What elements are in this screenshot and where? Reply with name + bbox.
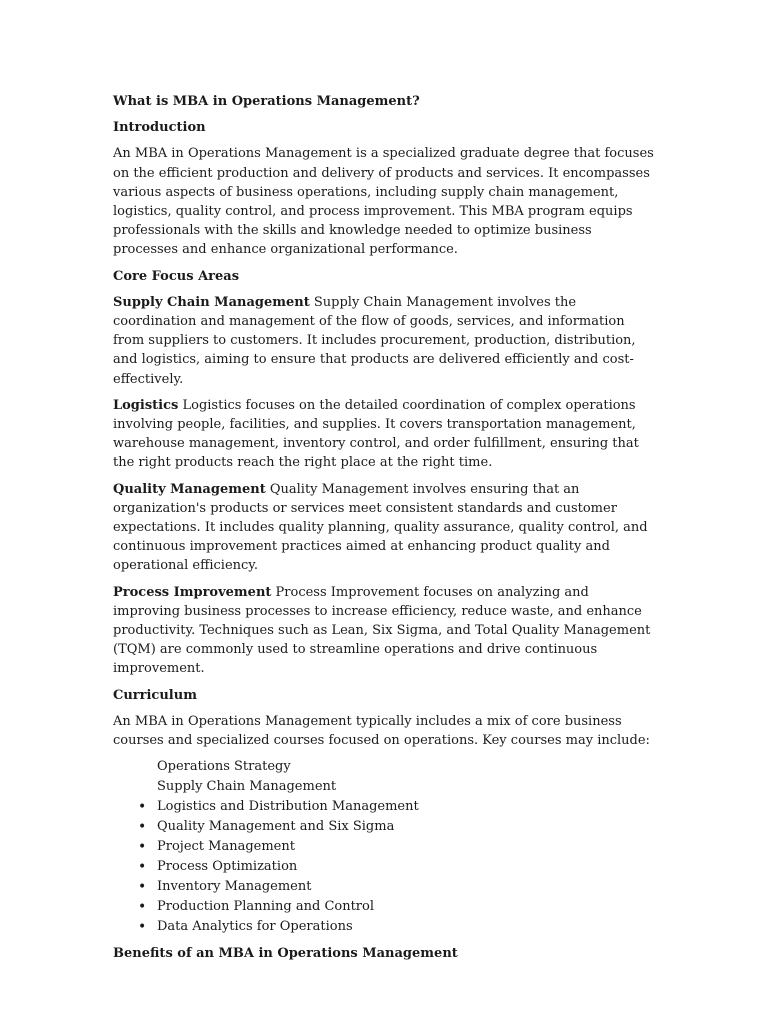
benefits-heading: Benefits of an MBA in Operations Management	[113, 946, 458, 962]
course-list	[113, 757, 658, 937]
list-item: Supply Chain Management	[157, 779, 337, 795]
document-title: What is MBA in Operations Management?	[113, 94, 420, 109]
document-page	[113, 92, 658, 971]
list-item: • Process Optimization	[113, 857, 658, 877]
focus-logistics	[113, 396, 658, 473]
list-item: • Data Analytics for Operations	[113, 917, 658, 937]
curriculum-heading: Curriculum	[113, 687, 197, 703]
curriculum-paragraph: An MBA in Operations Management typically includes a mix of core business courses and specialized courses focused on operations. Key courses may include:	[113, 713, 650, 749]
focus-supply-chain	[113, 293, 658, 389]
focus-term: Logistics	[113, 397, 179, 413]
focus-quality	[113, 480, 658, 576]
focus-text: Process Improvement focuses on analyzing and improving business processes to increase efficiency, reduce waste, and enhance productivity. Techniques such as Lean, Six Sigma, and Total Quality Management (TQM) are commonly used to streamline operations and drive continuous improvement.	[113, 584, 651, 677]
list-item: • Quality Management and Six Sigma	[113, 817, 658, 837]
core-focus-heading: Core Focus Areas	[113, 268, 240, 284]
focus-text: Logistics focuses on the detailed coordination of complex operations involving people, facilities, and supplies. It covers transportation management, warehouse management, inventory control, and order fulfillment, ensuring that the right products reach the right place at the right time.	[113, 397, 639, 471]
focus-text: Supply Chain Management involves the coordination and management of the flow of goods, services, and information from suppliers to customers. It includes procurement, production, distribution, and logistics, aiming to ensure that products are delivered efficiently and cost-effectively.	[113, 294, 636, 387]
list-item: • Logistics and Distribution Management	[113, 797, 658, 817]
list-item: Operations Strategy	[157, 759, 291, 775]
focus-term: Quality Management	[113, 481, 266, 497]
intro-heading: Introduction	[113, 120, 206, 136]
focus-text: Quality Management involves ensuring that an organization's products or services meet consistent standards and customer expectations. It includes quality planning, quality assurance, quality control, and continuous improvement practices aimed at enhancing product quality and operational efficiency.	[113, 481, 648, 574]
intro-paragraph: An MBA in Operations Management is a specialized graduate degree that focuses on the efficient production and delivery of products and services. It encompasses various aspects of business operations, including supply chain management, logistics, quality control, and process improvement. This MBA program equips professionals with the skills and knowledge needed to optimize business processes and enhance organizational performance.	[113, 146, 654, 258]
focus-term: Process Improvement	[113, 584, 272, 600]
focus-process	[113, 583, 658, 679]
list-item: • Inventory Management	[113, 877, 658, 897]
focus-term: Supply Chain Management	[113, 294, 310, 310]
list-item: • Project Management	[113, 837, 658, 857]
list-item: • Production Planning and Control	[113, 897, 658, 917]
